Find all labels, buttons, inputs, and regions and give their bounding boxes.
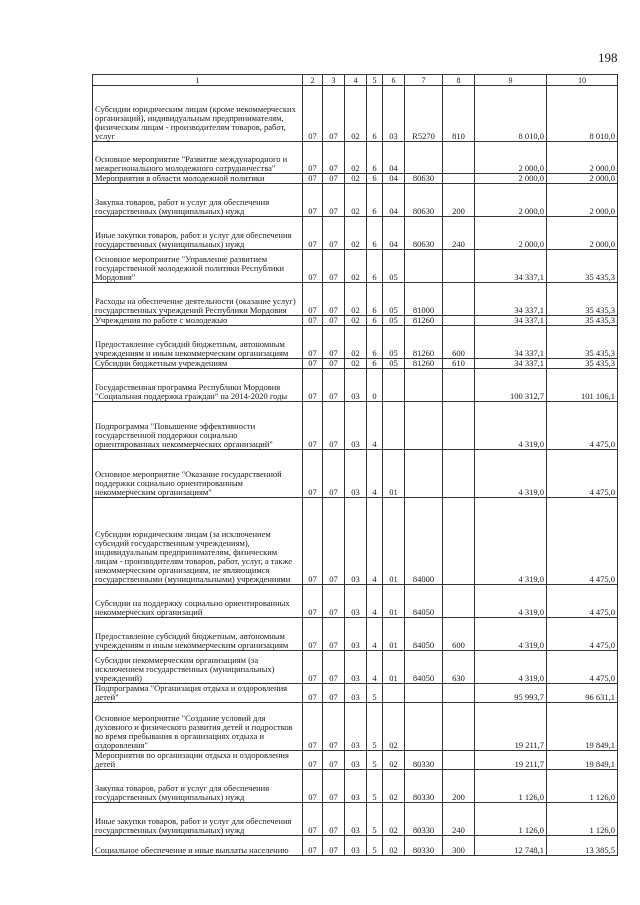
subprogram-code-cell: 6 — [367, 316, 383, 326]
subprogram-code-cell: 6 — [367, 326, 383, 359]
amount-year1-cell: 4 319,0 — [475, 402, 547, 450]
activity-code-cell — [383, 369, 405, 402]
table-row — [93, 402, 618, 450]
subsection-code-cell: 07 — [323, 142, 345, 174]
subsection-code-cell: 07 — [323, 359, 345, 369]
direction-code-cell — [405, 142, 443, 174]
row-name-cell: Иные закупки товаров, работ и услуг для обеспечения государственных (муниципальных) нужд — [93, 803, 303, 836]
direction-code-cell: 84050 — [405, 618, 443, 651]
expense-type-cell — [443, 174, 475, 184]
activity-code-cell: 02 — [383, 751, 405, 770]
amount-year1-cell: 2 000,0 — [475, 217, 547, 250]
subsection-code-cell: 07 — [323, 703, 345, 751]
section-code-cell: 07 — [303, 803, 323, 836]
direction-code-cell: 81260 — [405, 359, 443, 369]
amount-year1-cell: 34 337,1 — [475, 326, 547, 359]
expense-type-cell — [443, 703, 475, 751]
amount-year1-cell: 4 319,0 — [475, 498, 547, 585]
table-row — [93, 184, 618, 217]
direction-code-cell: 81260 — [405, 316, 443, 326]
row-name-cell: Субсидии юридическим лицам (за исключением субсидий государственным учреждениям), индивидуальным предпринимателям, физическим лицам - производителям товаров, работ, услуг, а также некоммерческим организациям, не являющимся государственными (муниципальными) учреждениями — [93, 498, 303, 585]
amount-year2-cell: 13 385,5 — [547, 836, 618, 856]
activity-code-cell: 04 — [383, 142, 405, 174]
subprogram-code-cell: 5 — [367, 836, 383, 856]
program-code-cell: 02 — [345, 316, 367, 326]
table-row — [93, 316, 618, 326]
table-row — [93, 250, 618, 283]
activity-code-cell: 04 — [383, 217, 405, 250]
direction-code-cell: 80630 — [405, 174, 443, 184]
section-code-cell: 07 — [303, 316, 323, 326]
column-header: 7 — [405, 75, 443, 86]
program-code-cell: 03 — [345, 402, 367, 450]
program-code-cell: 02 — [345, 86, 367, 142]
direction-code-cell: 80330 — [405, 836, 443, 856]
subprogram-code-cell: 5 — [367, 751, 383, 770]
program-code-cell: 03 — [345, 770, 367, 803]
section-code-cell: 07 — [303, 618, 323, 651]
subsection-code-cell: 07 — [323, 86, 345, 142]
column-header: 5 — [367, 75, 383, 86]
subprogram-code-cell: 5 — [367, 770, 383, 803]
subprogram-code-cell: 6 — [367, 142, 383, 174]
amount-year1-cell: 1 126,0 — [475, 803, 547, 836]
column-header: 1 — [93, 75, 303, 86]
activity-code-cell: 05 — [383, 316, 405, 326]
amount-year2-cell: 19 849,1 — [547, 751, 618, 770]
subprogram-code-cell: 5 — [367, 803, 383, 836]
row-name-cell: Субсидии некоммерческим организациям (за исключением государственных (муниципальных) учреждений) — [93, 651, 303, 684]
section-code-cell: 07 — [303, 498, 323, 585]
amount-year1-cell: 19 211,7 — [475, 751, 547, 770]
amount-year1-cell: 4 319,0 — [475, 618, 547, 651]
activity-code-cell — [383, 402, 405, 450]
row-name-cell: Предоставление субсидий бюджетным, автономным учреждениям и иным некоммерческим организациям — [93, 618, 303, 651]
amount-year2-cell: 4 475,0 — [547, 450, 618, 498]
subprogram-code-cell: 4 — [367, 498, 383, 585]
subsection-code-cell: 07 — [323, 751, 345, 770]
table-row — [93, 326, 618, 359]
row-name-cell: Мероприятия по организации отдыха и оздоровления детей — [93, 751, 303, 770]
direction-code-cell — [405, 402, 443, 450]
expense-type-cell: 810 — [443, 86, 475, 142]
amount-year1-cell: 34 337,1 — [475, 359, 547, 369]
subsection-code-cell: 07 — [323, 184, 345, 217]
amount-year1-cell: 19 211,7 — [475, 703, 547, 751]
activity-code-cell: 04 — [383, 174, 405, 184]
table-row — [93, 217, 618, 250]
subprogram-code-cell: 6 — [367, 184, 383, 217]
section-code-cell: 07 — [303, 651, 323, 684]
direction-code-cell: 80330 — [405, 751, 443, 770]
row-name-cell: Основное мероприятие "Развитие международного и межрегионального молодежного сотрудничества" — [93, 142, 303, 174]
section-code-cell: 07 — [303, 684, 323, 703]
subprogram-code-cell: 6 — [367, 174, 383, 184]
activity-code-cell: 02 — [383, 836, 405, 856]
direction-code-cell: 80330 — [405, 770, 443, 803]
amount-year1-cell: 4 319,0 — [475, 450, 547, 498]
section-code-cell: 07 — [303, 450, 323, 498]
table-row — [93, 684, 618, 703]
direction-code-cell: 80330 — [405, 803, 443, 836]
subsection-code-cell: 07 — [323, 450, 345, 498]
program-code-cell: 03 — [345, 684, 367, 703]
activity-code-cell: 05 — [383, 359, 405, 369]
program-code-cell: 02 — [345, 174, 367, 184]
expense-type-cell: 300 — [443, 836, 475, 856]
column-header: 9 — [475, 75, 547, 86]
table-row — [93, 86, 618, 142]
table-row — [93, 369, 618, 402]
program-code-cell: 03 — [345, 803, 367, 836]
expense-type-cell — [443, 142, 475, 174]
program-code-cell: 03 — [345, 703, 367, 751]
activity-code-cell: 05 — [383, 326, 405, 359]
subsection-code-cell: 07 — [323, 316, 345, 326]
row-name-cell: Закупка товаров, работ и услуг для обеспечения государственных (муниципальных) нужд — [93, 770, 303, 803]
subprogram-code-cell: 0 — [367, 369, 383, 402]
amount-year2-cell: 4 475,0 — [547, 585, 618, 618]
table-row — [93, 651, 618, 684]
amount-year1-cell: 34 337,1 — [475, 316, 547, 326]
column-header: 10 — [547, 75, 618, 86]
subsection-code-cell: 07 — [323, 585, 345, 618]
activity-code-cell: 05 — [383, 283, 405, 316]
row-name-cell: Основное мероприятие "Создание условий для духовного и физического развития детей и подростков во время пребывания в организациях отдыха и оздоровления" — [93, 703, 303, 751]
section-code-cell: 07 — [303, 217, 323, 250]
amount-year2-cell: 35 435,3 — [547, 283, 618, 316]
activity-code-cell: 02 — [383, 770, 405, 803]
section-code-cell: 07 — [303, 585, 323, 618]
section-code-cell: 07 — [303, 836, 323, 856]
amount-year2-cell: 2 000,0 — [547, 184, 618, 217]
amount-year1-cell: 100 312,7 — [475, 369, 547, 402]
row-name-cell: Расходы на обеспечение деятельности (оказание услуг) государственных учреждений Республики Мордовия — [93, 283, 303, 316]
table-row — [93, 770, 618, 803]
subsection-code-cell: 07 — [323, 618, 345, 651]
expense-type-cell — [443, 402, 475, 450]
amount-year2-cell: 1 126,0 — [547, 803, 618, 836]
row-name-cell: Иные закупки товаров, работ и услуг для обеспечения государственных (муниципальных) нужд — [93, 217, 303, 250]
amount-year2-cell: 2 000,0 — [547, 217, 618, 250]
program-code-cell: 03 — [345, 751, 367, 770]
row-name-cell: Подпрограмма "Повышение эффективности государственной поддержки социально ориентированных некоммерческих организаций" — [93, 402, 303, 450]
direction-code-cell — [405, 250, 443, 283]
subprogram-code-cell: 5 — [367, 684, 383, 703]
section-code-cell: 07 — [303, 703, 323, 751]
direction-code-cell: 80630 — [405, 217, 443, 250]
activity-code-cell: 04 — [383, 184, 405, 217]
direction-code-cell: 84000 — [405, 498, 443, 585]
activity-code-cell: 01 — [383, 450, 405, 498]
direction-code-cell — [405, 369, 443, 402]
amount-year1-cell: 2 000,0 — [475, 174, 547, 184]
amount-year2-cell: 35 435,3 — [547, 359, 618, 369]
expense-type-cell: 200 — [443, 770, 475, 803]
subsection-code-cell: 07 — [323, 684, 345, 703]
amount-year2-cell: 101 106,1 — [547, 369, 618, 402]
expense-type-cell: 600 — [443, 326, 475, 359]
program-code-cell: 03 — [345, 450, 367, 498]
subsection-code-cell: 07 — [323, 283, 345, 316]
subsection-code-cell: 07 — [323, 836, 345, 856]
section-code-cell: 07 — [303, 770, 323, 803]
row-name-cell: Учреждения по работе с молодежью — [93, 316, 303, 326]
expense-type-cell: 240 — [443, 217, 475, 250]
section-code-cell: 07 — [303, 142, 323, 174]
activity-code-cell: 02 — [383, 803, 405, 836]
subsection-code-cell: 07 — [323, 326, 345, 359]
amount-year1-cell: 4 319,0 — [475, 585, 547, 618]
program-code-cell: 02 — [345, 359, 367, 369]
expense-type-cell — [443, 684, 475, 703]
amount-year1-cell: 1 126,0 — [475, 770, 547, 803]
row-name-cell: Государственная программа Республики Мордовия "Социальная поддержка граждан" на 2014-2020 годы — [93, 369, 303, 402]
subprogram-code-cell: 5 — [367, 703, 383, 751]
expense-type-cell — [443, 250, 475, 283]
table-row — [93, 618, 618, 651]
amount-year1-cell: 4 319,0 — [475, 651, 547, 684]
section-code-cell: 07 — [303, 402, 323, 450]
table-row — [93, 283, 618, 316]
table-row — [93, 359, 618, 369]
activity-code-cell: 01 — [383, 585, 405, 618]
direction-code-cell — [405, 684, 443, 703]
amount-year1-cell: 34 337,1 — [475, 250, 547, 283]
program-code-cell: 02 — [345, 283, 367, 316]
expense-type-cell: 610 — [443, 359, 475, 369]
direction-code-cell: 80630 — [405, 184, 443, 217]
column-header: 4 — [345, 75, 367, 86]
section-code-cell: 07 — [303, 326, 323, 359]
table-row — [93, 836, 618, 856]
activity-code-cell: 01 — [383, 498, 405, 585]
amount-year2-cell: 2 000,0 — [547, 142, 618, 174]
program-code-cell: 02 — [345, 326, 367, 359]
subsection-code-cell: 07 — [323, 651, 345, 684]
amount-year2-cell: 4 475,0 — [547, 498, 618, 585]
expense-type-cell — [443, 369, 475, 402]
row-name-cell: Основное мероприятие "Управление развитием государственной молодежной политики Республики Мордовия" — [93, 250, 303, 283]
table-row — [93, 450, 618, 498]
activity-code-cell: 01 — [383, 651, 405, 684]
amount-year2-cell: 4 475,0 — [547, 402, 618, 450]
section-code-cell: 07 — [303, 86, 323, 142]
direction-code-cell: 84050 — [405, 585, 443, 618]
table-row — [93, 703, 618, 751]
program-code-cell: 02 — [345, 184, 367, 217]
row-name-cell: Подпрограмма "Организация отдыха и оздоровления детей" — [93, 684, 303, 703]
table-row — [93, 142, 618, 174]
amount-year2-cell: 2 000,0 — [547, 174, 618, 184]
subsection-code-cell: 07 — [323, 174, 345, 184]
amount-year2-cell: 8 010,0 — [547, 86, 618, 142]
program-code-cell: 03 — [345, 651, 367, 684]
amount-year1-cell: 8 010,0 — [475, 86, 547, 142]
amount-year2-cell: 35 435,3 — [547, 326, 618, 359]
amount-year1-cell: 34 337,1 — [475, 283, 547, 316]
subprogram-code-cell: 4 — [367, 585, 383, 618]
column-header: 8 — [443, 75, 475, 86]
activity-code-cell — [383, 684, 405, 703]
direction-code-cell: 81260 — [405, 326, 443, 359]
subsection-code-cell: 07 — [323, 250, 345, 283]
amount-year1-cell: 12 748,1 — [475, 836, 547, 856]
subprogram-code-cell: 4 — [367, 651, 383, 684]
program-code-cell: 03 — [345, 836, 367, 856]
row-name-cell: Мероприятия в области молодежной политики — [93, 174, 303, 184]
expense-type-cell — [443, 283, 475, 316]
section-code-cell: 07 — [303, 369, 323, 402]
budget-table — [92, 74, 618, 856]
subprogram-code-cell: 6 — [367, 250, 383, 283]
section-code-cell: 07 — [303, 184, 323, 217]
page-number: 198 — [598, 50, 618, 65]
subprogram-code-cell: 6 — [367, 217, 383, 250]
subprogram-code-cell: 6 — [367, 283, 383, 316]
amount-year1-cell: 2 000,0 — [475, 142, 547, 174]
amount-year2-cell: 35 435,3 — [547, 316, 618, 326]
row-name-cell: Субсидии юридическим лицам (кроме некоммерческих организаций), индивидуальным предпринимателям, физическим лицам - производителям товаров, работ, услуг — [93, 86, 303, 142]
expense-type-cell — [443, 450, 475, 498]
table-row — [93, 498, 618, 585]
table-header-row — [93, 75, 618, 86]
row-name-cell: Предоставление субсидий бюджетным, автономным учреждениям и иным некоммерческим организациям — [93, 326, 303, 359]
subprogram-code-cell: 6 — [367, 86, 383, 142]
subsection-code-cell: 07 — [323, 402, 345, 450]
row-name-cell: Субсидии бюджетным учреждениям — [93, 359, 303, 369]
column-header: 6 — [383, 75, 405, 86]
amount-year1-cell: 95 993,7 — [475, 684, 547, 703]
program-code-cell: 03 — [345, 369, 367, 402]
program-code-cell: 02 — [345, 250, 367, 283]
amount-year2-cell: 96 631,1 — [547, 684, 618, 703]
expense-type-cell — [443, 751, 475, 770]
section-code-cell: 07 — [303, 751, 323, 770]
expense-type-cell — [443, 498, 475, 585]
subsection-code-cell: 07 — [323, 217, 345, 250]
subprogram-code-cell: 4 — [367, 402, 383, 450]
row-name-cell: Субсидии на поддержку социально ориентированных некоммерческих организаций — [93, 585, 303, 618]
direction-code-cell: 84050 — [405, 651, 443, 684]
row-name-cell: Социальное обеспечение и иные выплаты населению — [93, 836, 303, 856]
direction-code-cell — [405, 450, 443, 498]
program-code-cell: 03 — [345, 585, 367, 618]
subsection-code-cell: 07 — [323, 498, 345, 585]
amount-year2-cell: 35 435,3 — [547, 250, 618, 283]
section-code-cell: 07 — [303, 174, 323, 184]
subsection-code-cell: 07 — [323, 803, 345, 836]
table-row — [93, 751, 618, 770]
table-row — [93, 585, 618, 618]
subsection-code-cell: 07 — [323, 770, 345, 803]
activity-code-cell: 01 — [383, 618, 405, 651]
program-code-cell: 02 — [345, 217, 367, 250]
amount-year2-cell: 1 126,0 — [547, 770, 618, 803]
section-code-cell: 07 — [303, 359, 323, 369]
section-code-cell: 07 — [303, 250, 323, 283]
expense-type-cell: 630 — [443, 651, 475, 684]
amount-year1-cell: 2 000,0 — [475, 184, 547, 217]
table-row — [93, 174, 618, 184]
activity-code-cell: 05 — [383, 250, 405, 283]
subprogram-code-cell: 4 — [367, 450, 383, 498]
row-name-cell: Основное мероприятие "Оказание государственной поддержки социально ориентированным некоммерческим организациям" — [93, 450, 303, 498]
column-header: 3 — [323, 75, 345, 86]
direction-code-cell: 81000 — [405, 283, 443, 316]
row-name-cell: Закупка товаров, работ и услуг для обеспечения государственных (муниципальных) нужд — [93, 184, 303, 217]
activity-code-cell: 03 — [383, 86, 405, 142]
expense-type-cell: 200 — [443, 184, 475, 217]
expense-type-cell — [443, 585, 475, 618]
activity-code-cell: 02 — [383, 703, 405, 751]
section-code-cell: 07 — [303, 283, 323, 316]
table-row — [93, 803, 618, 836]
subprogram-code-cell: 4 — [367, 618, 383, 651]
direction-code-cell: R5270 — [405, 86, 443, 142]
program-code-cell: 03 — [345, 498, 367, 585]
program-code-cell: 03 — [345, 618, 367, 651]
expense-type-cell: 600 — [443, 618, 475, 651]
direction-code-cell — [405, 703, 443, 751]
subsection-code-cell: 07 — [323, 369, 345, 402]
amount-year2-cell: 4 475,0 — [547, 651, 618, 684]
expense-type-cell: 240 — [443, 803, 475, 836]
amount-year2-cell: 4 475,0 — [547, 618, 618, 651]
column-header: 2 — [303, 75, 323, 86]
program-code-cell: 02 — [345, 142, 367, 174]
subprogram-code-cell: 6 — [367, 359, 383, 369]
amount-year2-cell: 19 849,1 — [547, 703, 618, 751]
expense-type-cell — [443, 316, 475, 326]
